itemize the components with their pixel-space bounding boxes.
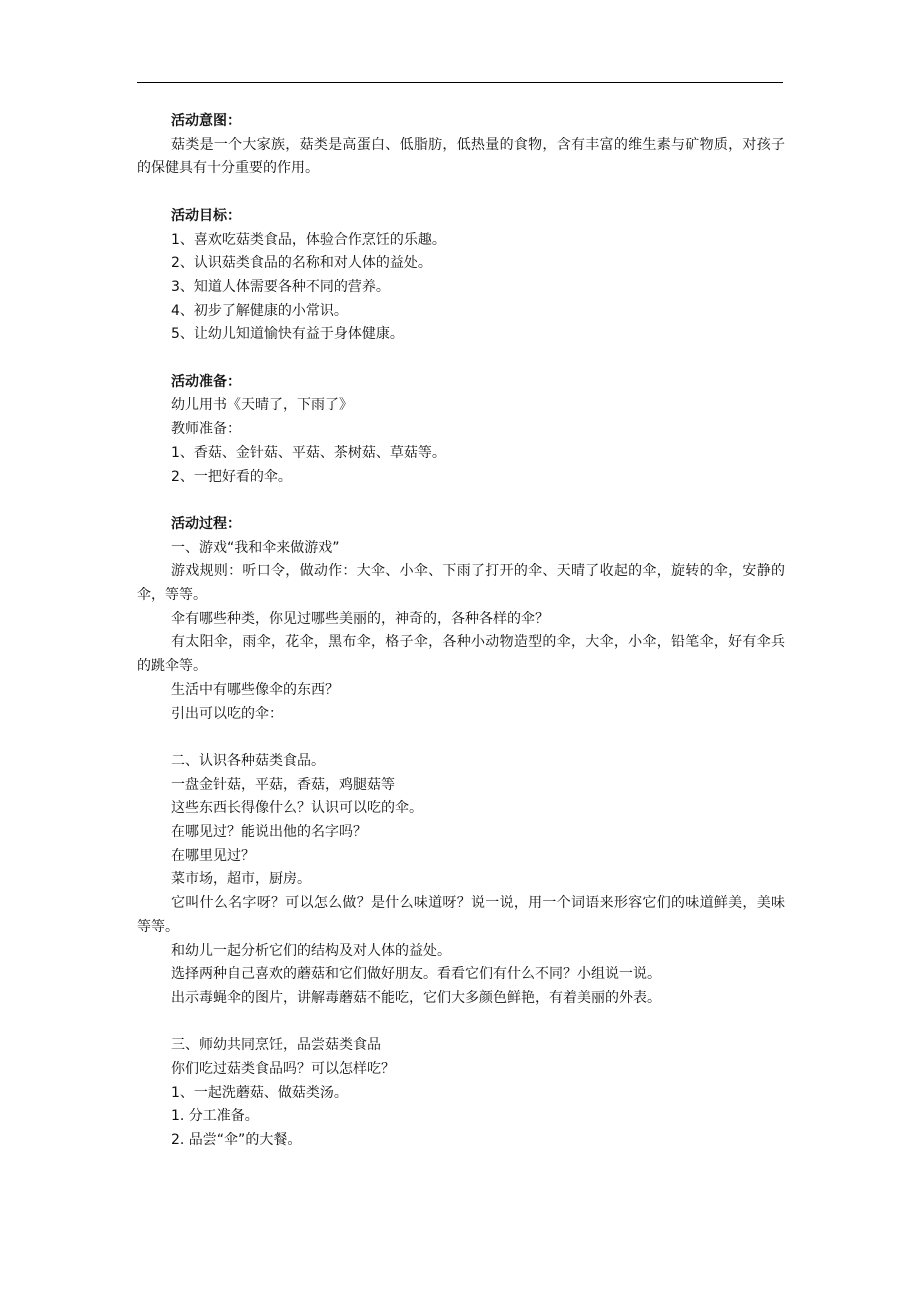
document-body	[137, 110, 785, 1153]
part2-line: 出示毒蝇伞的图片，讲解毒蘑菇不能吃，它们大多颜色鲜艳，有着美丽的外表。	[171, 989, 661, 1006]
part3-line: 2. 品尝“伞”的大餐。	[171, 1132, 302, 1149]
goal-item: 4、初步了解健康的小常识。	[171, 302, 348, 319]
part2-line: 和幼儿一起分析它们的结构及对人体的益处。	[171, 942, 451, 959]
section-gap	[137, 489, 785, 513]
part2-line: 在哪里见过？	[171, 847, 255, 864]
part2-title: 二、认识各种菇类食品。	[171, 752, 325, 769]
taste-paragraph: 它叫什么名字呀？可以怎么做？是什么味道呀？说一说，用一个词语来形容它们的味道鲜美，美味等等。	[137, 895, 785, 935]
game-rules: 游戏规则：听口令，做动作：大伞、小伞、下雨了打开的伞、天晴了收起的伞，旋转的伞，安静的伞，等等。	[137, 563, 785, 604]
part2-line: 菜市场，超市，厨房。	[171, 871, 311, 888]
goal-item: 2、认识菇类食品的名称和对人体的益处。	[171, 255, 432, 272]
prep-heading: 活动准备：	[171, 373, 241, 390]
section-gap	[137, 1011, 785, 1035]
intent-heading: 活动意图：	[171, 113, 241, 129]
goal-item: 1、喜欢吃菇类食品，体验合作烹饪的乐趣。	[171, 231, 446, 248]
part2-line: 在哪见过？能说出他的名字吗？	[171, 824, 367, 841]
part2-line: 一盘金针菇，平菇，香菇，鸡腿菇等	[171, 776, 395, 793]
goal-item: 5、让幼儿知道愉快有益于身体健康。	[171, 326, 404, 343]
part3-title: 三、师幼共同烹饪，品尝菇类食品	[171, 1037, 381, 1054]
prep-line: 幼儿用书《天晴了，下雨了》	[171, 397, 353, 414]
part1-title: 一、游戏“我和伞来做游戏”	[171, 539, 340, 556]
part2-line: 这些东西长得像什么？认识可以吃的伞。	[171, 800, 423, 817]
lead-line: 引出可以吃的伞：	[171, 705, 283, 722]
part3-line: 1、一起洗蘑菇、做菇类汤。	[171, 1084, 348, 1101]
prep-line: 2、一把好看的伞。	[171, 468, 292, 485]
question-line: 伞有哪些种类，你见过哪些美丽的，神奇的，各种各样的伞？	[171, 610, 549, 627]
section-gap	[137, 347, 785, 371]
prep-line: 1、香菇、金针菇、平菇、茶树菇、草菇等。	[171, 444, 446, 461]
question-line: 生活中有哪些像伞的东西？	[171, 681, 339, 698]
intent-paragraph: 菇类是一个大家族，菇类是高蛋白、低脂肪，低热量的食物，含有丰富的维生素与矿物质，对孩子的保健具有十分重要的作用。	[137, 136, 785, 177]
prep-line: 教师准备：	[171, 421, 241, 438]
answer-paragraph: 有太阳伞，雨伞，花伞，黑布伞，格子伞，各种小动物造型的伞，大伞，小伞，铅笔伞，好有伞兵的跳伞等。	[137, 634, 785, 675]
part3-line: 你们吃过菇类食品吗？可以怎样吃？	[171, 1061, 395, 1078]
section-gap	[137, 181, 785, 205]
goals-heading: 活动目标：	[171, 207, 241, 224]
part3-line: 1. 分工准备。	[171, 1108, 259, 1125]
goal-item: 3、知道人体需要各种不同的营养。	[171, 278, 390, 295]
process-heading: 活动过程：	[171, 515, 241, 532]
header-rule	[137, 82, 783, 83]
section-gap	[137, 726, 785, 750]
part2-line: 选择两种自己喜欢的蘑菇和它们做好朋友。看看它们有什么不同？小组说一说。	[171, 966, 661, 983]
